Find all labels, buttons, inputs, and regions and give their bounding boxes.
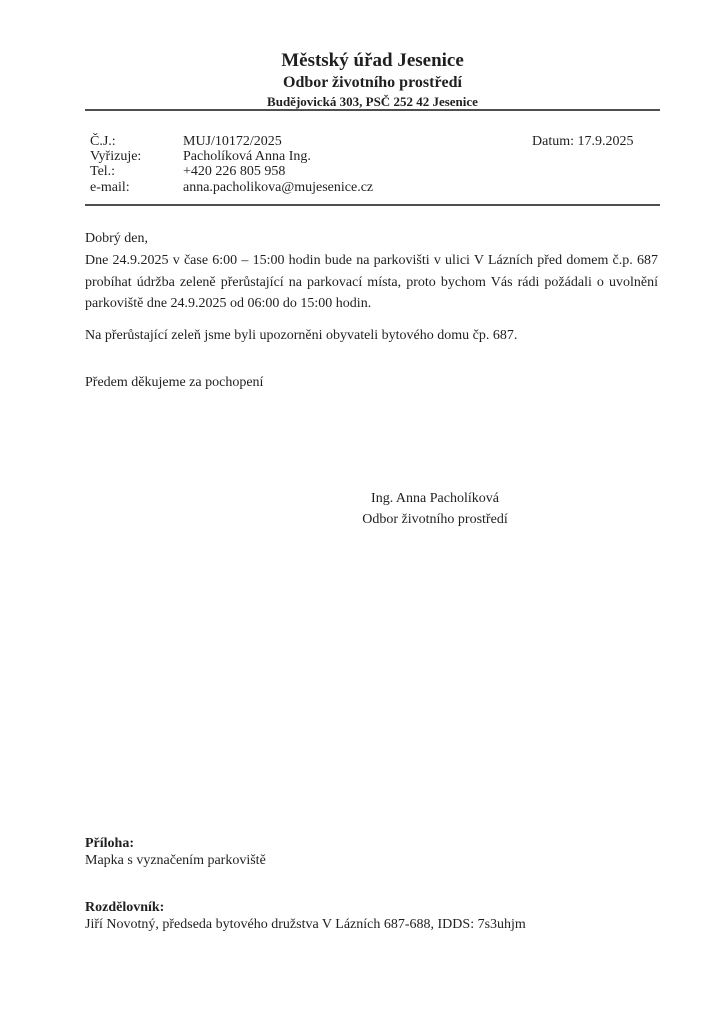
main-paragraph <box>85 250 658 315</box>
ref-number-value: MUJ/10172/2025 <box>183 134 282 149</box>
ref-number-label: Č.J.: <box>90 134 116 149</box>
handler-label: Vyřizuje: <box>90 149 142 165</box>
attachment-item: Mapka s vyznačením parkoviště <box>85 852 266 868</box>
phone-label: Tel.: <box>90 164 116 180</box>
letterhead-divider <box>85 109 660 111</box>
reference-row-cj <box>90 134 530 149</box>
reference-block <box>90 134 530 195</box>
letter-date: Datum: 17.9.2025 <box>532 134 634 149</box>
email-value: anna.pacholikova@mujesenice.cz <box>183 179 374 195</box>
signature-name: Ing. Anna Pacholíková <box>371 491 499 506</box>
phone-value: +420 226 805 958 <box>183 164 286 180</box>
distribution-item: Jiří Novotný, předseda bytového družstva V Lázních 687-688, IDDS: 7s3uhjm <box>85 916 526 932</box>
signature-department: Odbor životního prostředí <box>362 511 508 527</box>
reference-divider <box>85 204 660 206</box>
closing-line: Předem děkujeme za pochopení <box>85 375 264 390</box>
signature-block <box>300 489 570 530</box>
office-title: Městský úřad Jesenice <box>281 50 464 71</box>
main-paragraph-line-1: Dne 24.9.2025 v čase 6:00 – 15:00 hodin bude na parkovišti v ulici V Lázních před domem č.p. 687 <box>85 253 658 268</box>
reference-row-email <box>90 180 530 195</box>
attachment-block <box>85 836 658 869</box>
attachment-heading: Příloha: <box>85 836 134 851</box>
handler-value: Pacholíková Anna Ing. <box>183 149 311 165</box>
distribution-heading: Rozdělovník: <box>85 900 165 915</box>
office-address: Budějovická 303, PSČ 252 42 Jesenice <box>267 94 478 109</box>
greeting: Dobrý den, <box>85 231 148 246</box>
secondary-paragraph: Na přerůstající zeleň jsme byli upozorněni obyvateli bytového domu čp. 687. <box>85 328 518 343</box>
main-paragraph-line-2: probíhat údržba zeleně přerůstající na parkovací místa, proto bychom Vás rádi požádali o uvolnění <box>85 274 658 290</box>
department-subtitle: Odbor životního prostředí <box>283 74 462 91</box>
email-label: e-mail: <box>90 179 130 195</box>
reference-row-handler <box>90 149 530 164</box>
distribution-block <box>85 900 658 933</box>
main-paragraph-line-3: parkoviště dne 24.9.2025 od 06:00 do 15:00 hodin. <box>85 296 372 311</box>
reference-row-phone <box>90 164 530 179</box>
letterhead <box>85 49 660 110</box>
